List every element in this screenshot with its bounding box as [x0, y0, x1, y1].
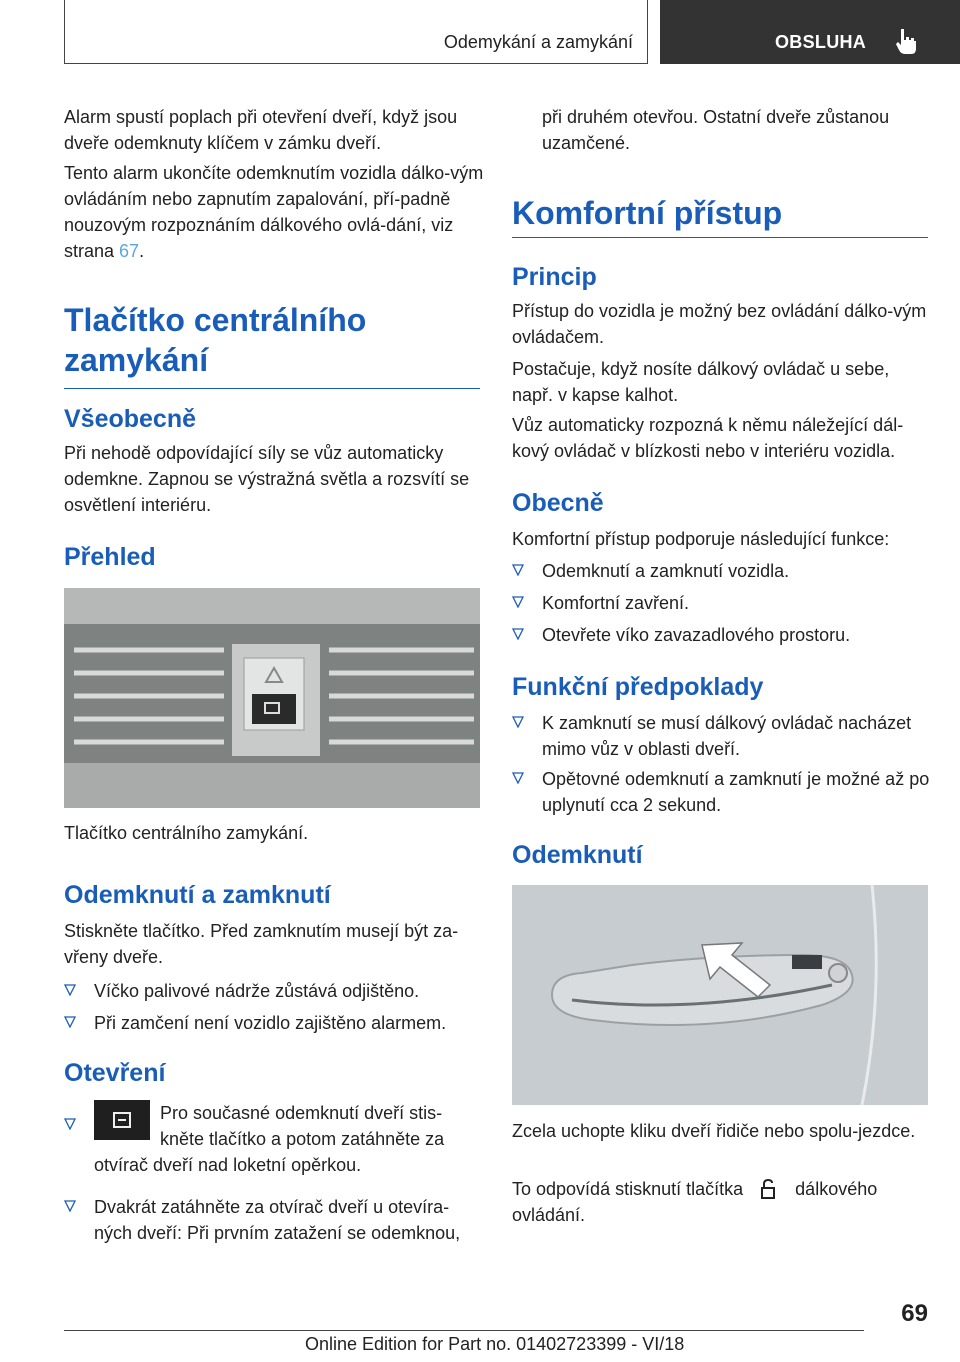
list-item [64, 1010, 484, 1036]
h1-komfortni: Komfortní přístup [512, 195, 783, 231]
heading-obecne: Obecně [512, 489, 604, 517]
list-item-text: Komfortní zavření. [542, 593, 690, 613]
list-item-text: Opětovné odemknutí a zamknutí je možné až po uplynutí cca 2 sekund. [542, 769, 930, 815]
list-item [64, 1100, 480, 1178]
heading-komfortni [512, 193, 928, 238]
odemk-zamk-paragraph: Stiskněte tlačítko. Před zamknutím musejí být za-vřeny dveře. [64, 921, 459, 967]
heading-predpoklady: Funkční předpoklady [512, 673, 764, 701]
pointing-hand-icon [893, 27, 921, 55]
list-item [64, 978, 484, 1004]
alarm-paragraph: Alarm spustí poplach při otevření dveří, když jsou dveře odemknuty klíčem v zámku dveří. [64, 107, 458, 153]
heading-central-lock [64, 300, 480, 389]
triangle-down-icon [512, 772, 524, 784]
footer-divider [64, 1330, 864, 1331]
door-handle-illustration [512, 885, 928, 1105]
triangle-down-icon [64, 1200, 76, 1212]
odemknuti-text-b: dálkového ovládání. [512, 1179, 878, 1225]
door-lock-button-icon [94, 1100, 150, 1140]
list-item-text: Víčko palivové nádrže zůstává odjištěno. [94, 981, 420, 1001]
list-item-text: K zamknutí se musí dálkový ovládač nacházet mimo vůz v oblasti dveří. [542, 713, 912, 759]
chapter-tab [660, 0, 960, 64]
header-section-box [64, 0, 648, 64]
list-item [512, 766, 932, 818]
chapter-label: OBSLUHA [775, 32, 867, 52]
odemknuti-text-a: To odpovídá stisknutí tlačítka [512, 1179, 744, 1199]
h1-line2: zamykání [64, 342, 209, 378]
alarm-off-paragraph [64, 160, 484, 264]
list-item [512, 622, 932, 648]
triangle-down-icon [512, 628, 524, 640]
alarm-off-end: . [139, 241, 145, 261]
alarm-off-text: Tento alarm ukončíte odemknutím vozidla dálko-vým ovládáním nebo zapnutím zapalování, pří-padně nouzovým rozpoznáním dálkového ovlá-dání, viz strana [64, 163, 484, 261]
edition-info: Online Edition for Part no. 01402723399 - VI/18 [305, 1334, 685, 1354]
princip-paragraph-2: Postačuje, když nosíte dálkový ovládač u sebe, např. v kapse kalhot. [512, 359, 890, 405]
central-lock-button-figure [64, 588, 480, 808]
h1-line1: Tlačítko centrálního [64, 302, 367, 338]
vseobecne-paragraph: Při nehodě odpovídající síly se vůz automaticky odemkne. Zapnou se výstražná světla a rozsvítí se osvětlení interiéru. [64, 443, 470, 515]
heading-odemk-zamk: Odemknutí a zamknutí [64, 881, 331, 909]
list-item [512, 590, 932, 616]
door-handle-figure [512, 885, 928, 1105]
page-number: 69 [901, 1300, 928, 1327]
list-item-text: Při zamčení není vozidlo zajištěno alarmem. [94, 1013, 447, 1033]
list-item-text: Odemknutí a zamknutí vozidla. [542, 561, 790, 581]
heading-prehled: Přehled [64, 543, 156, 571]
vent-illustration [64, 588, 480, 808]
section-title: Odemykání a zamykání [443, 32, 633, 52]
list-item-text: Pro současné odemknutí dveří stis-kněte tlačítko a potom zatáhněte za otvírač dveří nad loketní opěrkou. [94, 1103, 445, 1175]
odemknuti-paragraph-1: Zcela uchopte kliku dveří řidiče nebo spolu-jezdce. [512, 1121, 916, 1141]
list-item-text: Otevřete víko zavazadlového prostoru. [542, 625, 851, 645]
continued-paragraph: při druhém otevřou. Ostatní dveře zůstanou uzamčené. [542, 107, 890, 153]
triangle-down-icon [64, 984, 76, 996]
heading-otevreni: Otevření [64, 1059, 166, 1087]
unlock-padlock-icon [754, 1179, 784, 1201]
triangle-down-icon [64, 1016, 76, 1028]
list-item [512, 558, 932, 584]
list-item [512, 710, 932, 762]
heading-vseobecne: Všeobecně [64, 405, 197, 433]
figure-caption: Tlačítko centrálního zamykání. [64, 823, 309, 843]
obecne-paragraph: Komfortní přístup podporuje následující funkce: [512, 529, 890, 549]
princip-paragraph-1: Přístup do vozidla je možný bez ovládání dálko-vým ovládačem. [512, 301, 927, 347]
list-item [64, 1194, 484, 1246]
heading-princip: Princip [512, 263, 597, 291]
odemknuti-paragraph-2 [512, 1176, 928, 1228]
triangle-down-icon [512, 596, 524, 608]
heading-odemknuti: Odemknutí [512, 841, 643, 869]
triangle-down-icon [512, 716, 524, 728]
princip-paragraph-3: Vůz automaticky rozpozná k němu náležející dál-kový ovládač v blízkosti nebo v interiéru vozidla. [512, 415, 904, 461]
page-link[interactable]: 67 [119, 241, 140, 261]
list-item-text: Dvakrát zatáhněte za otvírač dveří u otevíra-ných dveří: Při prvním zatažení se odemknou, [94, 1197, 461, 1243]
triangle-down-icon [64, 1118, 76, 1130]
triangle-down-icon [512, 564, 524, 576]
